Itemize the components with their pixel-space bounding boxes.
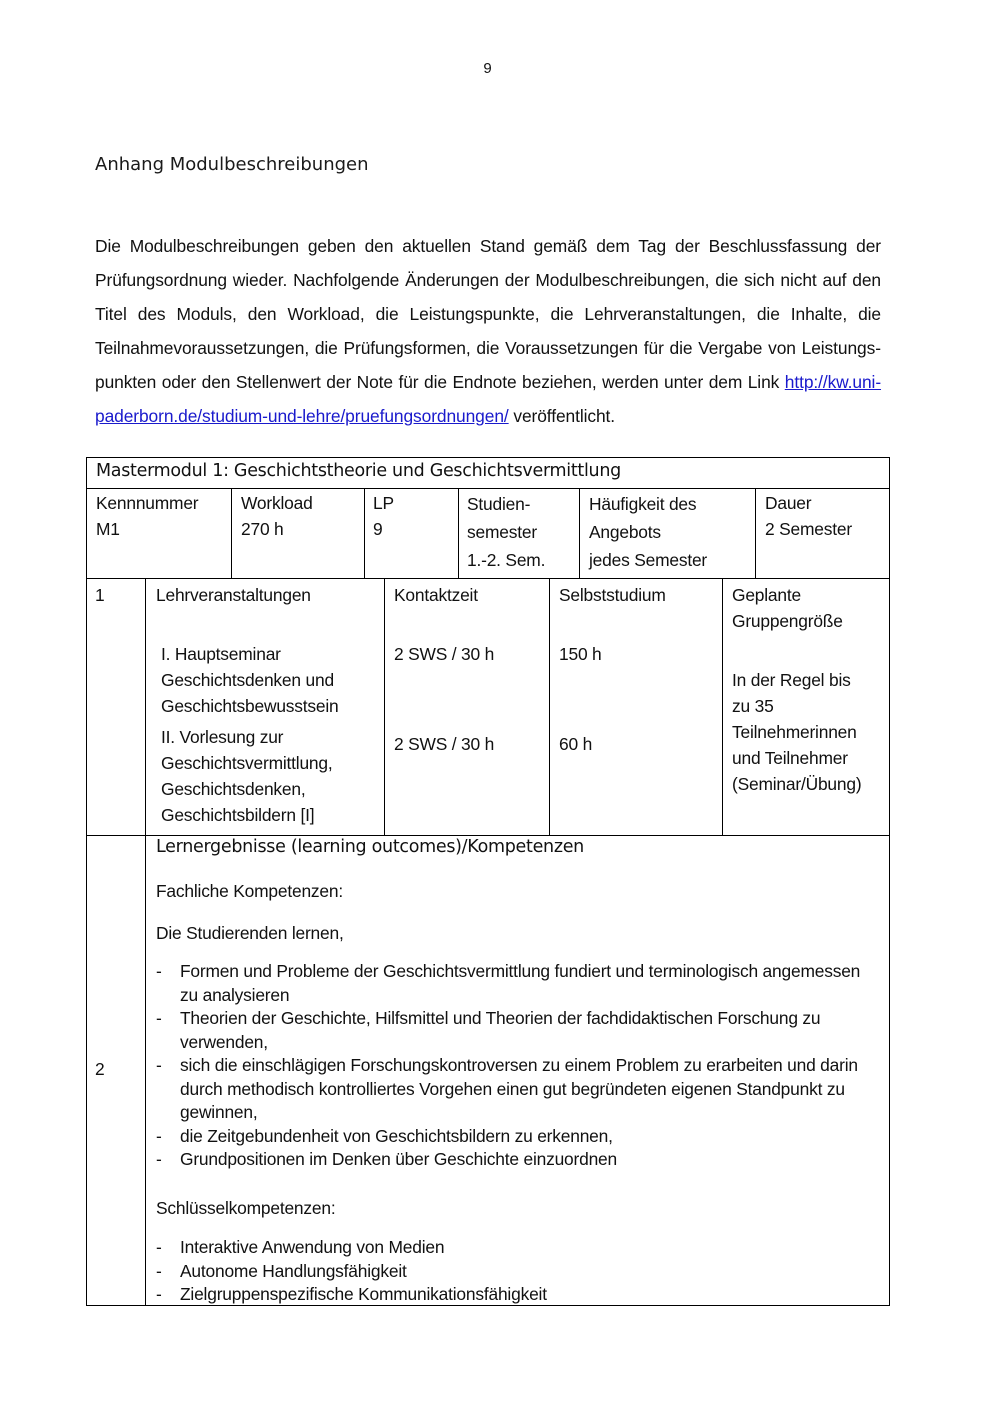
fachliche-kompetenzen-list	[156, 960, 871, 1172]
schluesselkompetenzen-list	[156, 1236, 871, 1307]
header-divider	[231, 488, 232, 578]
intro-suffix: veröffentlicht.	[508, 406, 615, 426]
selbststudium-hauptseminar: 150 h	[559, 644, 602, 664]
gruppe-line: und Teilnehmer	[732, 748, 848, 768]
table-border-left	[86, 457, 87, 1306]
outcomes-title: Lernergebnisse (learning outcomes)/Kompetenzen	[156, 837, 584, 857]
header-divider	[579, 488, 580, 578]
list-item: - Formen und Probleme der Geschichtsvermittlung fundiert und terminologisch angemessen zu analysieren	[156, 961, 861, 1005]
section1-divider	[549, 578, 550, 835]
list-item: - Theorien der Geschichte, Hilfsmittel und Theorien der fachdidaktischen Forschung zu verwenden,	[156, 1008, 821, 1052]
gruppengroesse-header	[732, 582, 843, 634]
course-line: II. Vorlesung zur	[161, 727, 284, 747]
selbststudium-vorlesung: 60 h	[559, 734, 593, 754]
section2-number: 2	[95, 1059, 105, 1079]
kennnummer-label: Kennnummer	[96, 493, 199, 513]
kontaktzeit-hauptseminar: 2 SWS / 30 h	[394, 644, 495, 664]
header-divider	[364, 488, 365, 578]
studiensemester-value: 1.-2. Sem.	[467, 550, 546, 570]
section1-divider	[722, 578, 723, 835]
lp-cell	[373, 490, 394, 542]
workload-cell	[241, 490, 313, 542]
studiensemester-label-2: semester	[467, 522, 537, 542]
table-rule-header	[86, 578, 890, 579]
lp-label: LP	[373, 493, 394, 513]
list-item: - Grundpositionen im Denken über Geschichte einzuordnen	[156, 1149, 617, 1169]
table-rule-title	[86, 488, 890, 489]
list-item: - die Zeitgebundenheit von Geschichtsbildern zu erkennen,	[156, 1125, 613, 1146]
haeufigkeit-label-1: Häufigkeit des	[589, 494, 697, 514]
page-heading: Anhang Modulbeschreibungen	[95, 154, 369, 175]
table-rule-section1	[86, 835, 890, 836]
haeufigkeit-cell	[589, 490, 707, 574]
gruppe-line: (Seminar/Übung)	[732, 774, 862, 794]
dauer-value: 2 Semester	[765, 519, 852, 539]
list-item: - sich die einschlägigen Forschungskontroversen zu einem Problem zu erarbeiten und darin durch methodisch kontrolliertes Vorgehen einen gut begründeten eigenen Standpunkt zu gewinnen,	[156, 1055, 858, 1122]
list-item: - Autonome Handlungsfähigkeit	[156, 1260, 407, 1281]
course-hauptseminar	[161, 641, 339, 719]
header-divider	[458, 488, 459, 578]
course-line: Geschichtsdenken und	[161, 670, 334, 690]
gruppengroesse-header-2: Gruppengröße	[732, 611, 843, 631]
studiensemester-cell	[467, 490, 545, 574]
section1-number: 1	[95, 585, 105, 605]
intro-paragraph	[95, 229, 881, 433]
course-line: Geschichtsbildern [I]	[161, 805, 315, 825]
course-line: Geschichtsdenken,	[161, 779, 306, 799]
gruppe-line: Teilnehmerinnen	[732, 722, 857, 742]
page-number: 9	[483, 60, 492, 77]
kontaktzeit-header: Kontaktzeit	[394, 585, 478, 605]
studiensemester-label-1: Studien-	[467, 494, 531, 514]
haeufigkeit-label-2: Angebots	[589, 522, 661, 542]
dauer-cell	[765, 490, 852, 542]
kontaktzeit-vorlesung: 2 SWS / 30 h	[394, 734, 495, 754]
gruppe-line: zu 35	[732, 696, 774, 716]
table-border-right	[889, 457, 890, 1306]
number-column-divider	[145, 578, 146, 1305]
intro-text: Die Modulbeschreibungen geben den aktuellen Stand gemäß dem Tag der Beschlussfassung der Prüfungsordnung wieder. Nachfolgende Änderungen der Modulbeschreibungen, die sich nicht auf den Titel des Moduls, den Workload, die Leistungspunkte, die Lehrveranstaltungen, die Inhalte, die Teilnahmevoraussetzungen, die Prüfungsformen, die Voraussetzungen für die Vergabe von Leistungspunkten oder den Stellenwert der Note für die Endnote beziehen, werden unter dem Link	[95, 236, 881, 392]
section1-divider	[384, 578, 385, 835]
course-line: Geschichtsbewusstsein	[161, 696, 339, 716]
course-line: I. Hauptseminar	[161, 644, 281, 664]
schluesselkompetenzen-label: Schlüsselkompetenzen:	[156, 1198, 336, 1218]
fachliche-kompetenzen-label: Fachliche Kompetenzen:	[156, 881, 344, 901]
kennnummer-value: M1	[96, 519, 120, 539]
gruppengroesse-header-1: Geplante	[732, 585, 801, 605]
list-item: - Zielgruppenspezifische Kommunikationsfähigkeit	[156, 1284, 547, 1304]
list-item: - Interaktive Anwendung von Medien	[156, 1237, 445, 1257]
kennnummer-cell	[96, 490, 198, 542]
haeufigkeit-value: jedes Semester	[589, 550, 708, 570]
lp-value: 9	[373, 519, 383, 539]
workload-label: Workload	[241, 493, 313, 513]
regulations-link[interactable]: http://kw.uni-paderborn.de/studium-und-lehre/pruefungsordnungen/	[95, 372, 882, 426]
module-title: Mastermodul 1: Geschichtstheorie und Geschichtsvermittlung	[96, 461, 621, 481]
workload-value: 270 h	[241, 519, 284, 539]
outcomes-lead: Die Studierenden lernen,	[156, 923, 344, 943]
table-border-top	[86, 457, 890, 458]
selbststudium-header: Selbststudium	[559, 585, 666, 605]
course-line: Geschichtsvermittlung,	[161, 753, 333, 773]
gruppe-line: In der Regel bis	[732, 670, 851, 690]
gruppengroesse-value	[732, 667, 861, 797]
lehrveranstaltungen-header: Lehrveranstaltungen	[156, 585, 311, 605]
course-vorlesung	[161, 724, 333, 828]
dauer-label: Dauer	[765, 493, 812, 513]
header-divider	[755, 488, 756, 578]
